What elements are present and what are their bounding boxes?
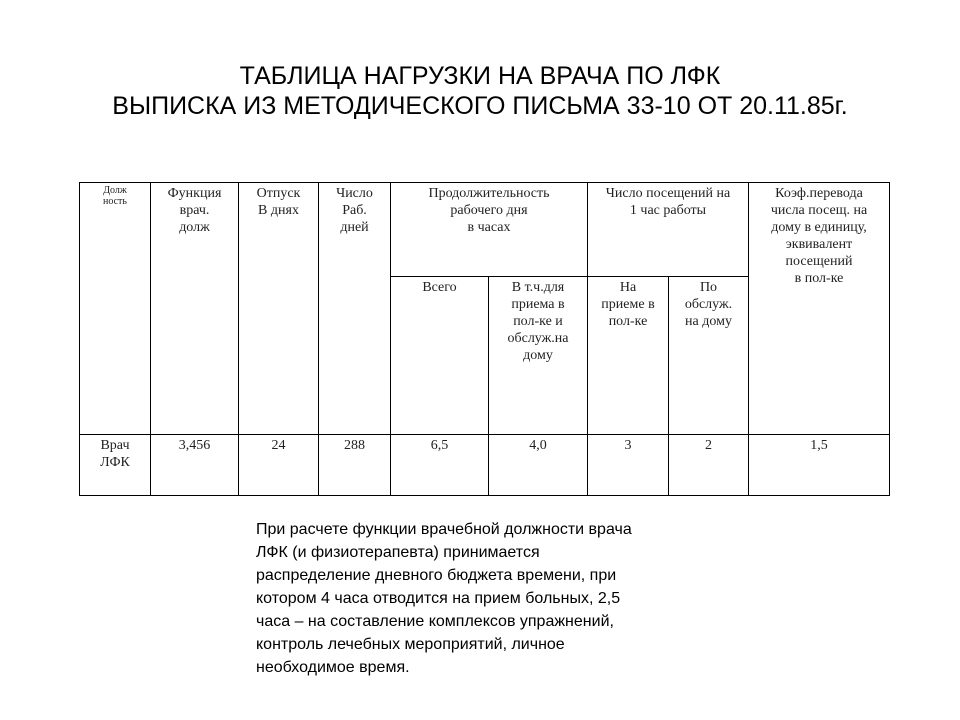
- header-function: Функция врач. долж: [151, 183, 239, 435]
- cell-position: Врач ЛФК: [80, 435, 151, 496]
- header-at-clinic: На приеме в пол-ке: [588, 277, 669, 435]
- cell-at-home: 2: [669, 435, 749, 496]
- header-total: Всего: [391, 277, 489, 435]
- header-work-days: Число Раб. дней: [319, 183, 391, 435]
- cell-function: 3,456: [151, 435, 239, 496]
- header-position: Долж ность: [80, 183, 151, 435]
- table-row: [80, 435, 890, 496]
- header-duration: Продолжительность рабочего дня в часах: [391, 183, 588, 277]
- explanatory-note: При расчете функции врачебной должности врача ЛФК (и физиотерапевта) принимается распределение дневного бюджета времени, при котором 4 часа отводится на прием больных, 2,5 часа – на составление комплексов упражнений, контроль лечебных мероприятий, личное необходимое время.: [256, 521, 632, 676]
- header-coef: Коэф.перевода числа посещ. на дому в единицу, эквивалент посещений в пол-ке: [749, 183, 890, 435]
- cell-at-clinic: 3: [588, 435, 669, 496]
- title-line-2: ВЫПИСКА ИЗ МЕТОДИЧЕСКОГО ПИСЬМА 33-10 ОТ 20.11.85г.: [112, 92, 848, 120]
- cell-vacation: 24: [239, 435, 319, 496]
- header-at-home: По обслуж. на дому: [669, 277, 749, 435]
- header-vacation: Отпуск В днях: [239, 183, 319, 435]
- header-visits: Число посещений на 1 час работы: [588, 183, 749, 277]
- doctor-load-table: [79, 182, 890, 496]
- cell-total: 6,5: [391, 435, 489, 496]
- header-incl-clinic: В т.ч.для приема в пол-ке и обслуж.на дому: [489, 277, 588, 435]
- title-line-1: ТАБЛИЦА НАГРУЗКИ НА ВРАЧА ПО ЛФК: [239, 62, 721, 90]
- cell-incl-clinic: 4,0: [489, 435, 588, 496]
- cell-work-days: 288: [319, 435, 391, 496]
- cell-coef: 1,5: [749, 435, 890, 496]
